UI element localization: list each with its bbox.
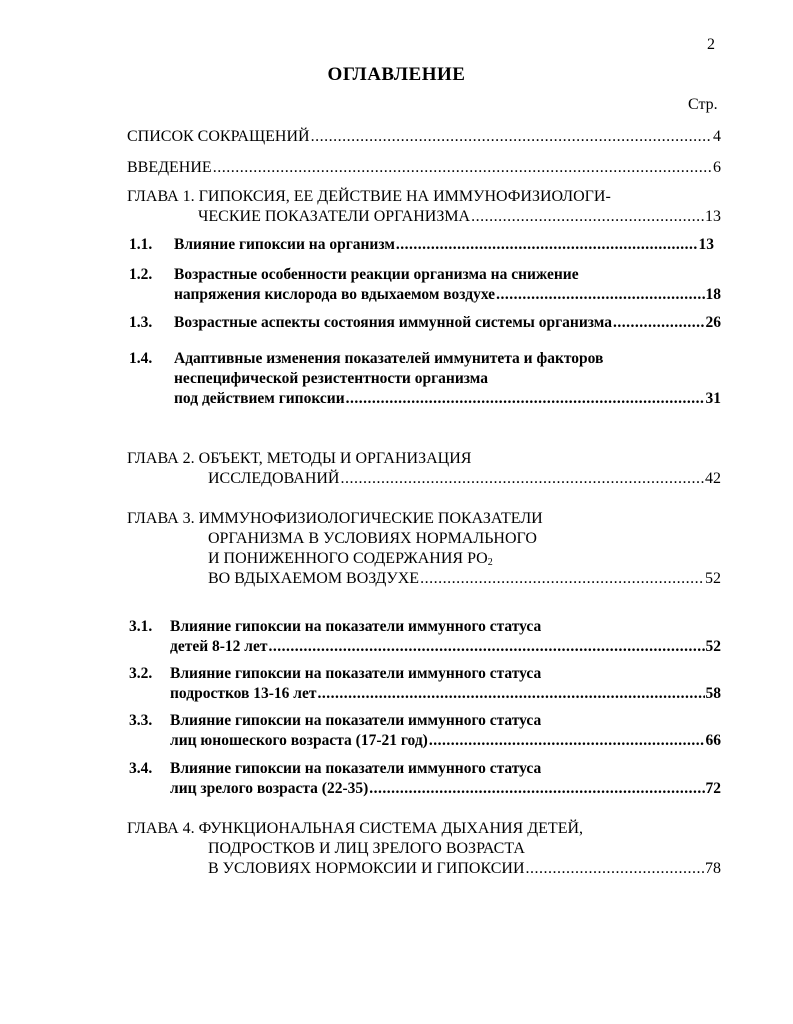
toc-page-number: 6 xyxy=(713,159,721,176)
toc-entry-title: детей 8-12 лет xyxy=(170,638,268,655)
section-number: 1.2. xyxy=(129,266,153,283)
toc-chapter-2 xyxy=(208,470,721,488)
section-number: 1.3. xyxy=(129,314,153,331)
dot-leader xyxy=(318,685,705,703)
toc-entry-title: лиц зрелого возраста (22-35) xyxy=(170,780,369,797)
dot-leader xyxy=(429,732,705,750)
toc-entry-title: Возрастные аспекты состояния иммунной системы организма xyxy=(174,314,612,331)
toc-page-number: 52 xyxy=(705,638,721,655)
dot-leader xyxy=(396,236,698,254)
toc-page-number: 52 xyxy=(705,570,721,587)
toc-chapter-1-line-1: ГЛАВА 1. ГИПОКСИЯ, ЕЕ ДЕЙСТВИЕ НА ИММУНОФИЗИОЛОГИ- xyxy=(127,188,611,205)
dot-leader xyxy=(213,159,712,177)
toc-page-number: 18 xyxy=(705,286,721,303)
dot-leader xyxy=(346,390,705,408)
toc-section-3-3-line-1: Влияние гипоксии на показатели иммунного статуса xyxy=(170,712,542,729)
toc-page-number: 26 xyxy=(705,314,721,331)
toc-entry-title: ВО ВДЫХАЕМОМ ВОЗДУХЕ xyxy=(208,570,420,587)
toc-entry-title: ЧЕСКИЕ ПОКАЗАТЕЛИ ОРГАНИЗМА xyxy=(198,208,471,225)
dot-leader xyxy=(496,286,704,304)
toc-section-3-1-line-1: Влияние гипоксии на показатели иммунного статуса xyxy=(170,618,542,635)
toc-section-3-4 xyxy=(170,780,721,798)
toc-section-1-4-line-1: Адаптивные изменения показателей иммунитета и факторов xyxy=(174,350,604,367)
toc-chapter-1 xyxy=(198,208,721,226)
toc-chapter-3-line-2: ОРГАНИЗМА В УСЛОВИЯХ НОРМАЛЬНОГО xyxy=(208,530,537,547)
toc-section-1-4 xyxy=(174,390,721,408)
toc-page-number: 72 xyxy=(705,780,721,797)
page-number: 2 xyxy=(707,36,715,53)
subscript: 2 xyxy=(487,557,493,568)
toc-section-1-4-line-2: неспецифической резистентности организма xyxy=(174,370,488,387)
toc-section-3-4-line-1: Влияние гипоксии на показатели иммунного статуса xyxy=(170,760,542,777)
section-number: 3.1. xyxy=(129,618,153,635)
toc-chapter-4-line-1: ГЛАВА 4. ФУНКЦИОНАЛЬНАЯ СИСТЕМА ДЫХАНИЯ ДЕТЕЙ, xyxy=(127,820,584,837)
section-number: 3.4. xyxy=(129,760,153,777)
toc-entry-introduction xyxy=(127,159,721,177)
toc-chapter-2-line-1: ГЛАВА 2. ОБЪЕКТ, МЕТОДЫ И ОРГАНИЗАЦИЯ xyxy=(127,450,472,467)
toc-page-number: 31 xyxy=(705,390,721,407)
toc-section-3-2-line-1: Влияние гипоксии на показатели иммунного статуса xyxy=(170,665,542,682)
toc-section-3-1 xyxy=(170,638,721,656)
toc-line-text: И ПОНИЖЕННОГО СОДЕРЖАНИЯ РО xyxy=(208,550,488,567)
toc-entry-title: ИССЛЕДОВАНИЙ xyxy=(208,470,340,487)
toc-entry-title: В УСЛОВИЯХ НОРМОКСИИ И ГИПОКСИИ xyxy=(208,860,525,877)
dot-leader xyxy=(420,570,704,588)
toc-section-3-3 xyxy=(170,732,721,750)
toc-chapter-4-line-2: ПОДРОСТКОВ И ЛИЦ ЗРЕЛОГО ВОЗРАСТА xyxy=(208,840,525,857)
toc-chapter-3-line-3 xyxy=(208,550,493,568)
toc-entry-title: ВВЕДЕНИЕ xyxy=(127,159,212,176)
toc-section-1-2-line-1: Возрастные особенности реакции организма на снижение xyxy=(174,266,579,283)
toc-section-1-1 xyxy=(174,236,714,254)
toc-chapter-3-line-1: ГЛАВА 3. ИММУНОФИЗИОЛОГИЧЕСКИЕ ПОКАЗАТЕЛИ xyxy=(127,510,543,527)
dot-leader xyxy=(526,860,705,878)
section-number: 1.4. xyxy=(129,350,153,367)
toc-entry-title: СПИСОК СОКРАЩЕНИЙ xyxy=(127,128,310,145)
toc-chapter-4 xyxy=(208,860,721,878)
toc-entry-title: Влияние гипоксии на организм xyxy=(174,236,395,253)
dot-leader xyxy=(613,314,705,332)
dot-leader xyxy=(311,128,712,146)
toc-section-1-2 xyxy=(174,286,721,304)
dot-leader xyxy=(369,780,704,798)
section-number: 3.2. xyxy=(129,665,153,682)
toc-chapter-3 xyxy=(208,570,721,588)
toc-section-1-3 xyxy=(174,314,721,332)
pages-column-label: Стр. xyxy=(688,96,718,113)
dot-leader xyxy=(269,638,705,656)
toc-entry-title: лиц юношеского возраста (17-21 год) xyxy=(170,732,428,749)
section-number: 3.3. xyxy=(129,712,153,729)
toc-entry-title: подростков 13-16 лет xyxy=(170,685,317,702)
toc-section-3-2 xyxy=(170,685,721,703)
toc-page-number: 78 xyxy=(705,860,721,877)
toc-page-number: 42 xyxy=(705,470,721,487)
page-title: ОГЛАВЛЕНИЕ xyxy=(327,64,466,85)
dot-leader xyxy=(471,208,704,226)
toc-page-number: 66 xyxy=(705,732,721,749)
toc-entry-abbreviations xyxy=(127,128,721,146)
toc-entry-title: напряжения кислорода во вдыхаемом воздухе xyxy=(174,286,496,303)
toc-page-number: 13 xyxy=(698,236,714,253)
section-number: 1.1. xyxy=(129,236,153,253)
toc-page-number: 4 xyxy=(713,128,721,145)
toc-page-number: 58 xyxy=(705,685,721,702)
toc-page-number: 13 xyxy=(705,208,721,225)
toc-entry-title: под действием гипоксии xyxy=(174,390,345,407)
dot-leader xyxy=(340,470,704,488)
